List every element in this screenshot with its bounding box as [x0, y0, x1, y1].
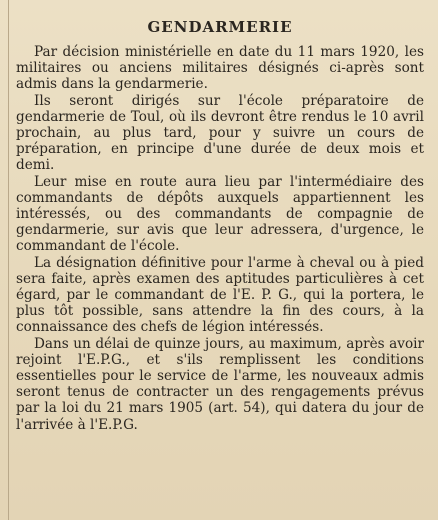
- column-rule: [8, 0, 9, 520]
- paragraph-5: Dans un délai de quinze jours, au maximum, après avoir rejoint l'E.P.G., et s'ils remplissent les conditions essentielles pour le service de l'arme, les nouveaux admis seront tenus de contracter un des rengagements prévus par la loi du 21 mars 1905 (art. 54), qui datera du jour de l'arrivée à l'E.P.G.: [16, 335, 424, 433]
- paragraph-1: Par décision ministérielle en date du 11 mars 1920, les militaires ou anciens militaires désignés ci-après sont admis dans la gendarmerie.: [16, 44, 424, 93]
- article-title: GENDARMERIE: [147, 18, 293, 36]
- paragraph-3: Leur mise en route aura lieu par l'intermédiaire des commandants de dépôts auxquels appartiennent les intéressés, ou des commandants de compagnie de gendarmerie, sur avis que leur adressera, d'urgence, le commandant de l'école.: [16, 173, 424, 255]
- article-body: [16, 44, 424, 433]
- paragraph-2: Ils seront dirigés sur l'école préparatoire de gendarmerie de Toul, où ils devront être rendus le 10 avril prochain, au plus tard, pour y suivre un cours de préparation, en principe d'une durée de deux mois et demi.: [16, 92, 424, 174]
- paragraph-4: La désignation définitive pour l'arme à cheval ou à pied sera faite, après examen des aptitudes particulières à cet égard, par le commandant de l'E. P. G., qui la portera, le plus tôt possible, sans attendre la fin des cours, à la connaissance des chefs de légion intéressés.: [16, 254, 424, 336]
